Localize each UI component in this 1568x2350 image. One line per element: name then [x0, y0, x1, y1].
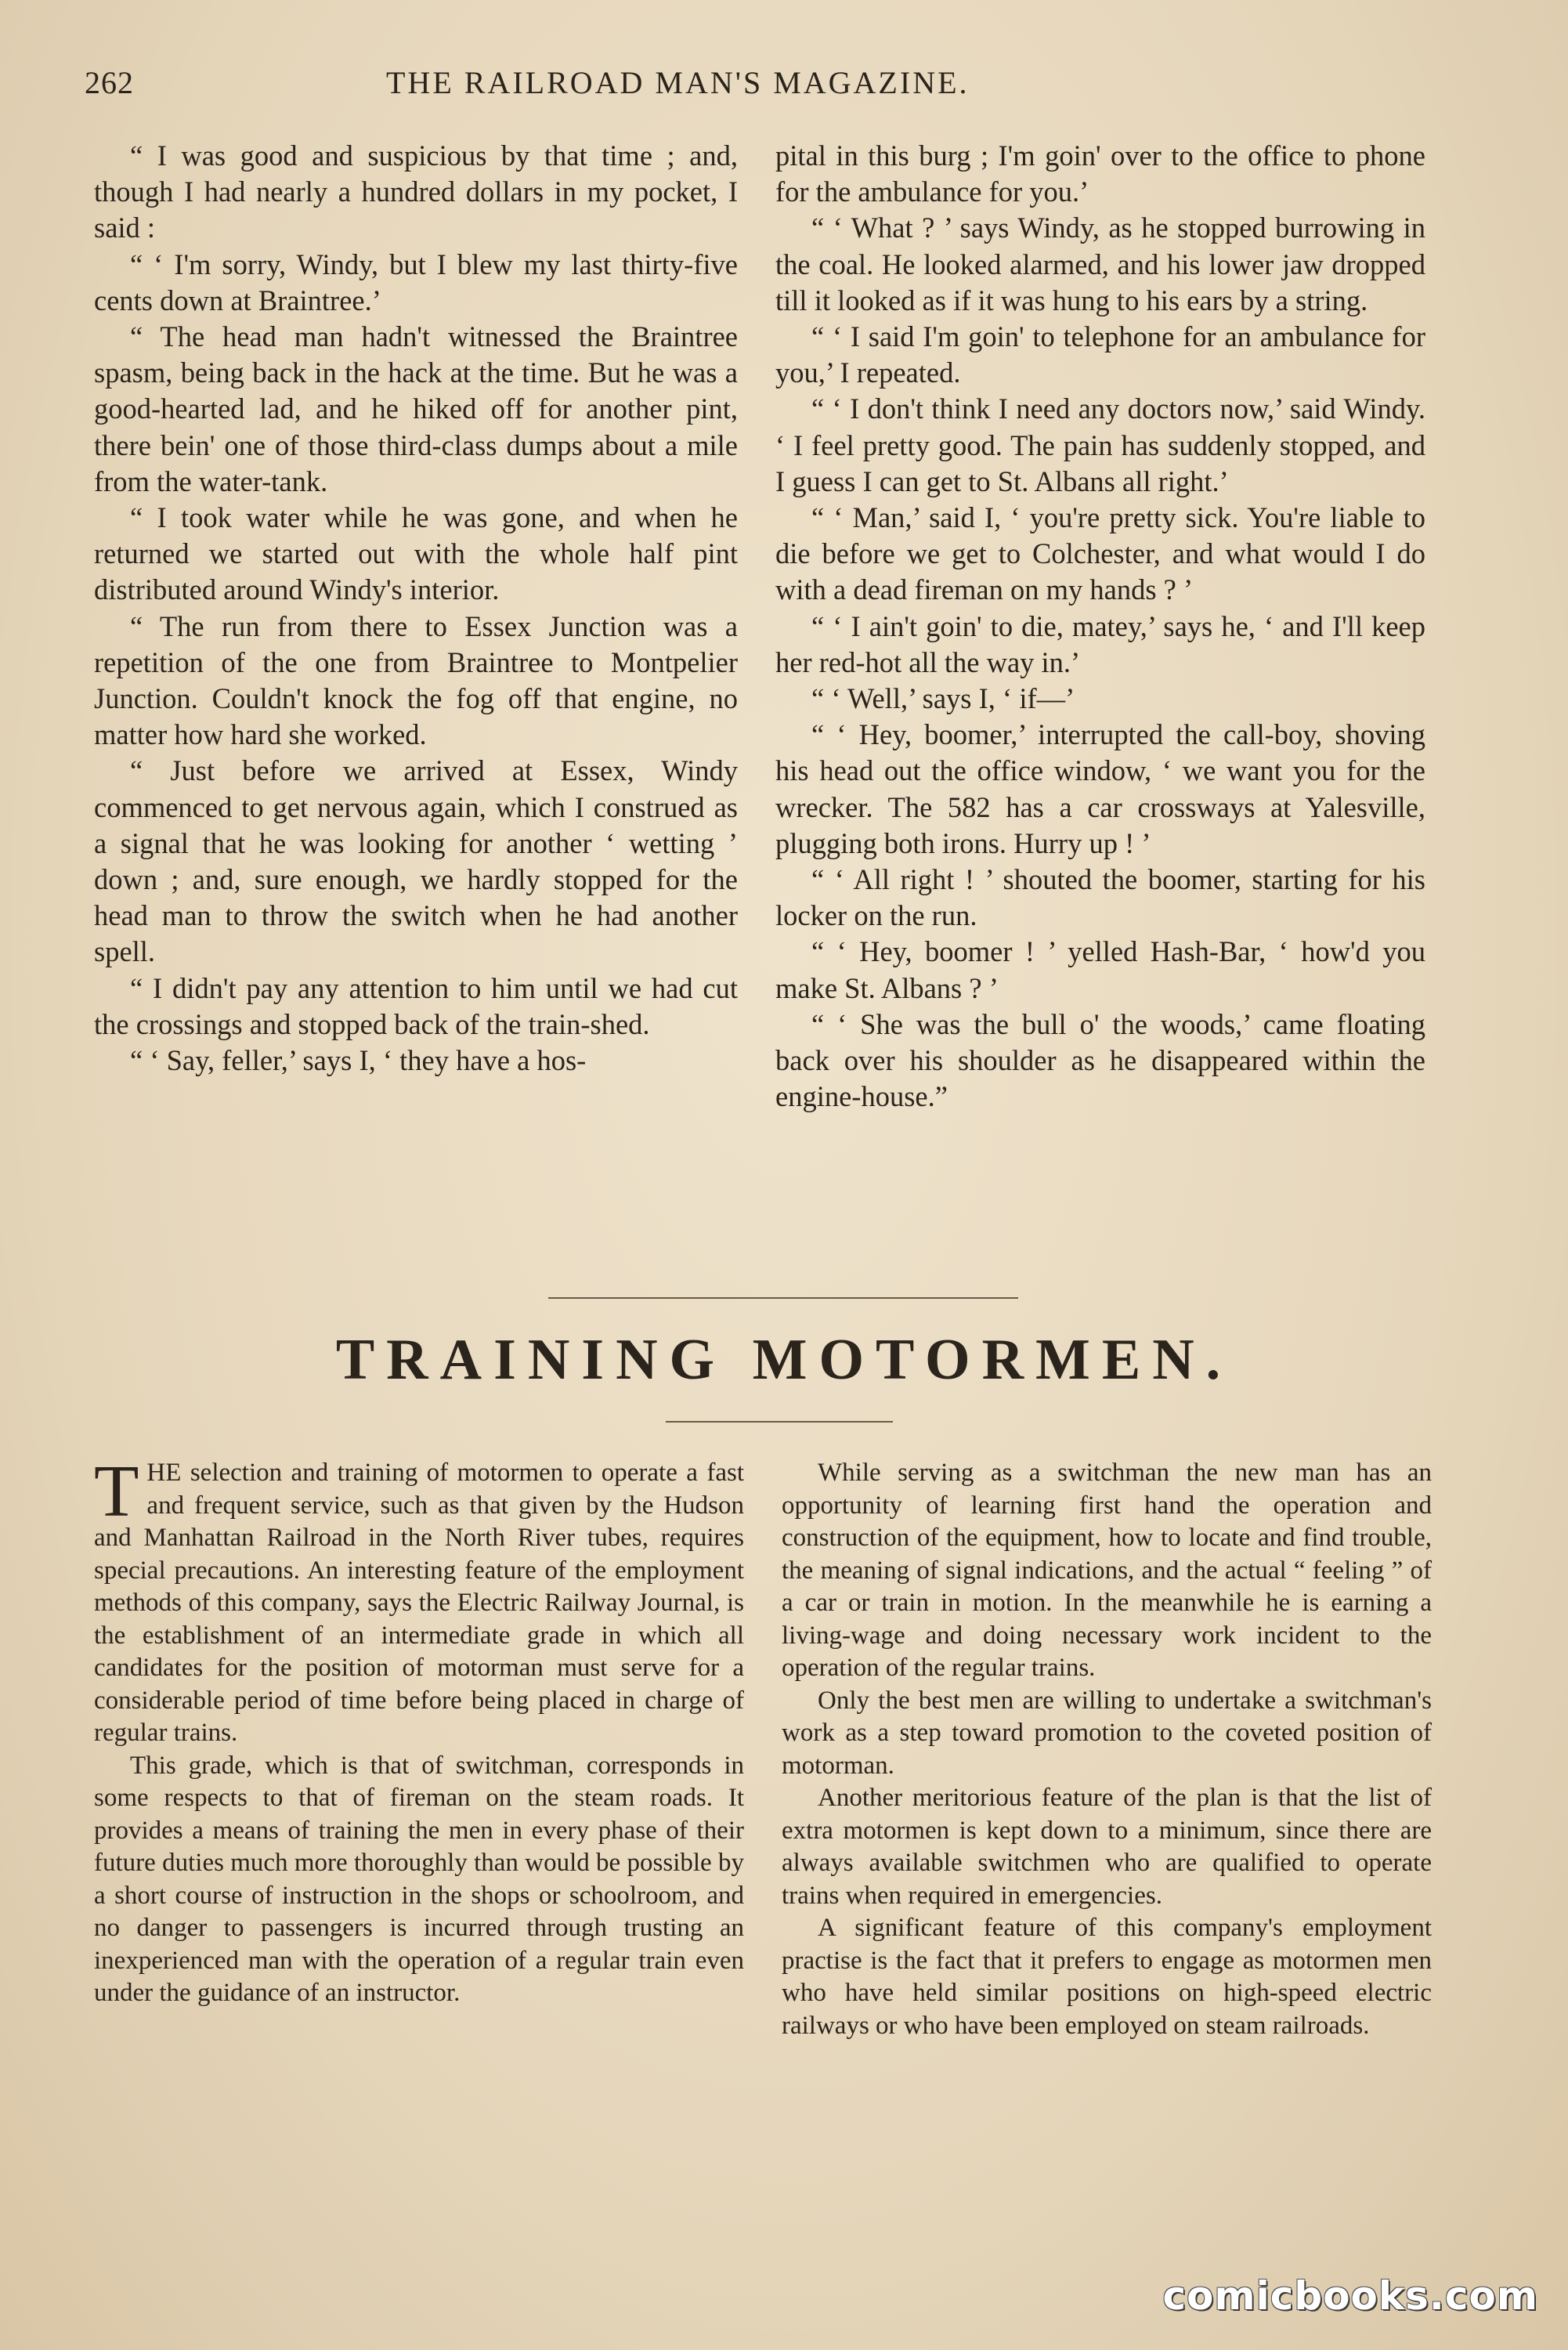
section-divider-top	[548, 1297, 1018, 1299]
article-paragraph	[94, 1451, 744, 1750]
story-paragraph: “ ‘ Say, feller,’ says I, ‘ they have a hos-	[130, 1044, 587, 1077]
article-lead-text: HE selection and training of motormen to operate a fast and frequent service, such as that given by the Hudson and Manhattan Railroad in the North River tubes, requires special precautions. An interesting feature of the employment methods of this company, says the Electric Railway Journal, is the establishment of an intermediate grade in which all candidates for the position of motorman must serve for a considerable period of time before being placed in charge of regular trains.	[94, 1459, 744, 1747]
story-paragraph: “ I took water while he was gone, and when he returned we started out with the whole half pint distributed around Windy's interior.	[94, 501, 738, 606]
page-header	[85, 64, 1463, 111]
story-paragraph: “ ‘ Hey, boomer,’ interrupted the call-boy, shoving his head out the office window, ‘ we want you for the wrecker. The 582 has a car crossways at Yalesville, plugging both irons. Hurry up ! ’	[775, 718, 1425, 859]
story-paragraph: “ ‘ I don't think I need any doctors now,’ said Windy. ‘ I feel pretty good. The pain has suddenly stopped, and I guess I can get to St. Albans all right.’	[775, 392, 1425, 497]
story-paragraph: “ ‘ Hey, boomer ! ’ yelled Hash-Bar, ‘ how'd you make St. Albans ? ’	[775, 935, 1425, 1004]
story-paragraph: “ I didn't pay any attention to him until we had cut the crossings and stopped back of the train-shed.	[94, 971, 738, 1040]
article-paragraph: A significant feature of this company's employment practise is the fact that it prefers to engage as motormen men who have held similar positions on high-speed electric railways or who have been employed on steam railroads.	[782, 1914, 1432, 2040]
story-paragraph: “ ‘ She was the bull o' the woods,’ came floating back over his shoulder as he disappeared within the engine-house.”	[775, 1007, 1425, 1113]
article-left-column	[94, 1451, 744, 2010]
article-paragraph: Only the best men are willing to undertake a switchman's work as a step toward promotion to the coveted position of motorman.	[782, 1686, 1432, 1780]
story-right-column	[775, 138, 1425, 1115]
article-paragraph: While serving as a switchman the new man has an opportunity of learning first hand the operation and construction of the equipment, how to locate and find trouble, the meaning of signal indications, and the actual “ feeling ” of a car or train in motion. In the meanwhile he is earning a living-wage and doing necessary work incident to the operation of the regular trains.	[782, 1459, 1432, 1682]
story-paragraph: “ The head man hadn't witnessed the Braintree spasm, being back in the hack at the time. But he was a good-hearted lad, and he hiked off for another pint, there bein' one of those third-class dumps about a mile from the water-tank.	[94, 320, 738, 497]
article-paragraph: This grade, which is that of switchman, corresponds in some respects to that of fireman on the steam roads. It provides a means of training the men in every phase of their future duties much more thoroughly than would be possible by a short course of instruction in the shops or schoolroom, and no danger to passengers is incurred through trusting an inexperienced man with the operation of a regular train even under the guidance of an instructor.	[94, 1751, 744, 2007]
article-right-column	[782, 1457, 1432, 2042]
story-paragraph: “ ‘ Well,’ says I, ‘ if—’	[811, 682, 1075, 715]
story-paragraph: “ ‘ What ? ’ says Windy, as he stopped burrowing in the coal. He looked alarmed, and his lower jaw dropped till it looked as if it was hung to his ears by a string.	[775, 212, 1425, 316]
story-paragraph: “ ‘ All right ! ’ shouted the boomer, starting for his locker on the run.	[775, 863, 1425, 932]
story-paragraph: “ I was good and suspicious by that time ; and, though I had nearly a hundred dollars in my pocket, I said :	[94, 139, 738, 244]
running-title: THE RAILROAD MAN'S MAGAZINE.	[386, 65, 970, 100]
page-number: 262	[85, 65, 134, 100]
story-paragraph: “ ‘ I ain't goin' to die, matey,’ says he, ‘ and I'll keep her red-hot all the way in.’	[775, 609, 1425, 678]
story-paragraph: “ ‘ I said I'm goin' to telephone for an ambulance for you,’ I repeated.	[775, 320, 1425, 389]
story-paragraph: “ The run from there to Essex Junction was a repetition of the one from Braintree to Montpelier Junction. Couldn't knock the fog off that engine, no matter how hard she worked.	[94, 609, 738, 751]
story-left-column	[94, 138, 738, 1079]
story-paragraph: pital in this burg ; I'm goin' over to the office to phone for the ambulance for you.’	[775, 139, 1425, 208]
drop-cap: T	[94, 1451, 139, 1532]
article-paragraph: Another meritorious feature of the plan is that the list of extra motormen is kept down to a minimum, since there are always available switchmen who are qualified to operate trains when required in emergencies.	[782, 1784, 1432, 1910]
article-title: TRAINING MOTORMEN.	[335, 1328, 1233, 1392]
story-paragraph: “ Just before we arrived at Essex, Windy commenced to get nervous again, which I construed as a signal that he was looking for another ‘ wetting ’ down ; and, sure enough, we hardly stopped for the head man to throw the switch when he had another spell.	[94, 754, 738, 968]
story-paragraph: “ ‘ Man,’ said I, ‘ you're pretty sick. You're liable to die before we get to Colchester, and what would I do with a dead fireman on my hands ? ’	[775, 501, 1425, 606]
story-paragraph: “ ‘ I'm sorry, Windy, but I blew my last thirty-five cents down at Braintree.’	[94, 248, 738, 316]
section-divider-bottom	[666, 1421, 893, 1423]
watermark: comicbooks.com	[1162, 2273, 1538, 2319]
